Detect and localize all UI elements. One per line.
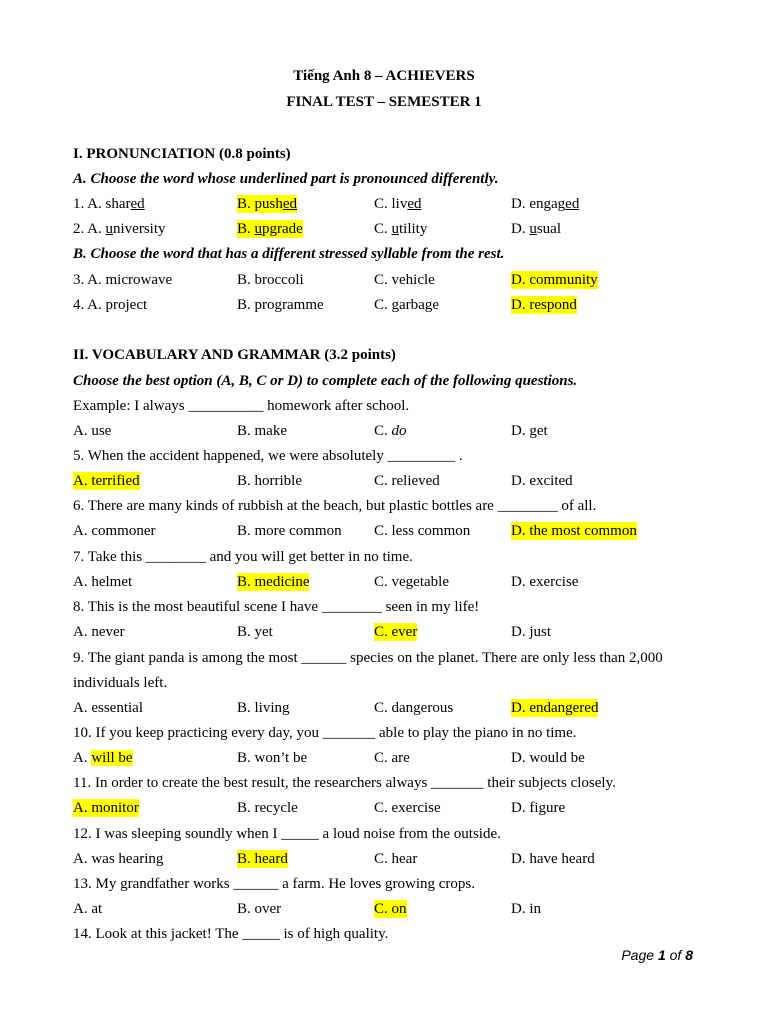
q5-option-c: C. relieved bbox=[374, 473, 440, 489]
question-8: 8. This is the most beautiful scene I have ________ seen in my life! bbox=[73, 599, 480, 615]
question-5: 5. When the accident happened, we were absolutely _________ . bbox=[73, 448, 463, 464]
q5-option-b: B. horrible bbox=[237, 473, 302, 489]
q2-option-a: 2. A. university bbox=[73, 221, 166, 237]
q4-option-c: C. garbage bbox=[374, 297, 439, 313]
q11-option-b: B. recycle bbox=[237, 800, 298, 816]
q1-option-d: D. engaged bbox=[511, 196, 580, 212]
question-3 bbox=[0, 271, 768, 289]
q3-option-a: 3. A. microwave bbox=[73, 272, 173, 288]
q6-options bbox=[0, 522, 768, 540]
page-number: 1 bbox=[657, 947, 666, 963]
q6-option-a: A. commoner bbox=[73, 523, 156, 539]
q11-options bbox=[0, 799, 768, 817]
question-2 bbox=[0, 220, 768, 238]
q1-option-c: C. lived bbox=[374, 196, 422, 212]
example-options bbox=[0, 422, 768, 440]
q13-option-a: A. at bbox=[73, 901, 103, 917]
title-line-1: Tiếng Anh 8 – ACHIEVERS bbox=[293, 68, 475, 84]
q12-option-b: B. heard bbox=[237, 851, 288, 867]
q1-option-b: B. pushed bbox=[237, 196, 298, 212]
q7-option-a: A. helmet bbox=[73, 574, 133, 590]
question-4 bbox=[0, 296, 768, 314]
example-option-b: B. make bbox=[237, 423, 287, 439]
example-option-a: A. use bbox=[73, 423, 112, 439]
q3-option-c: C. vehicle bbox=[374, 272, 435, 288]
q8-option-d: D. just bbox=[511, 624, 552, 640]
q11-option-d: D. figure bbox=[511, 800, 566, 816]
q13-option-b: B. over bbox=[237, 901, 282, 917]
section-2-instruction: Choose the best option (A, B, C or D) to complete each of the following questions. bbox=[73, 373, 578, 389]
example-question: Example: I always __________ homework after school. bbox=[73, 398, 410, 414]
q2-option-b: B. upgrade bbox=[237, 221, 303, 237]
q8-options bbox=[0, 623, 768, 641]
q9-option-d: D. endangered bbox=[511, 700, 599, 716]
page-total: 8 bbox=[685, 947, 693, 963]
part-a-instruction: A. Choose the word whose underlined part is pronounced differently. bbox=[73, 171, 499, 187]
question-10: 10. If you keep practicing every day, you _______ able to play the piano in no time. bbox=[73, 725, 577, 741]
q3-option-d: D. community bbox=[511, 272, 598, 288]
q10-option-a: A. will be bbox=[73, 750, 133, 766]
q2-option-d: D. usual bbox=[511, 221, 562, 237]
example-option-c: C. do bbox=[374, 423, 407, 439]
q10-option-d: D. would be bbox=[511, 750, 585, 766]
q6-option-d: D. the most common bbox=[511, 523, 637, 539]
q7-option-d: D. exercise bbox=[511, 574, 579, 590]
q12-option-a: A. was hearing bbox=[73, 851, 164, 867]
q13-option-c: C. on bbox=[374, 901, 407, 917]
q9-option-b: B. living bbox=[237, 700, 290, 716]
q3-option-b: B. broccoli bbox=[237, 272, 304, 288]
question-6: 6. There are many kinds of rubbish at the beach, but plastic bottles are ________ of all. bbox=[73, 498, 597, 514]
question-1 bbox=[0, 195, 768, 213]
q5-options bbox=[0, 472, 768, 490]
q1-option-a: 1. A. shared bbox=[73, 196, 145, 212]
q6-option-c: C. less common bbox=[374, 523, 471, 539]
question-12: 12. I was sleeping soundly when I _____ a loud noise from the outside. bbox=[73, 826, 501, 842]
q11-option-c: C. exercise bbox=[374, 800, 441, 816]
page-footer: Page 1 of 8 bbox=[621, 947, 693, 963]
example-option-d: D. get bbox=[511, 423, 548, 439]
q12-options bbox=[0, 850, 768, 868]
question-7: 7. Take this ________ and you will get better in no time. bbox=[73, 549, 413, 565]
q8-option-b: B. yet bbox=[237, 624, 273, 640]
q5-option-a: A. terrified bbox=[73, 473, 140, 489]
q9-option-c: C. dangerous bbox=[374, 700, 454, 716]
section-1-heading: I. PRONUNCIATION (0.8 points) bbox=[73, 146, 291, 162]
q7-options bbox=[0, 573, 768, 591]
question-13: 13. My grandfather works ______ a farm. He loves growing crops. bbox=[73, 876, 475, 892]
question-14: 14. Look at this jacket! The _____ is of high quality. bbox=[73, 926, 389, 942]
q4-option-a: 4. A. project bbox=[73, 297, 148, 313]
section-2-heading: II. VOCABULARY AND GRAMMAR (3.2 points) bbox=[73, 347, 396, 363]
q12-option-c: C. hear bbox=[374, 851, 418, 867]
q10-options bbox=[0, 749, 768, 767]
question-9-continued: individuals left. bbox=[73, 675, 168, 691]
q9-option-a: A. essential bbox=[73, 700, 143, 716]
q12-option-d: D. have heard bbox=[511, 851, 595, 867]
title-line-2: FINAL TEST – SEMESTER 1 bbox=[286, 94, 482, 110]
q13-options bbox=[0, 900, 768, 918]
q4-option-d: D. respond bbox=[511, 297, 577, 313]
part-b-instruction: B. Choose the word that has a different stressed syllable from the rest. bbox=[73, 246, 505, 262]
q7-option-b: B. medicine bbox=[237, 574, 310, 590]
question-9: 9. The giant panda is among the most ______ species on the planet. There are only less than 2,000 bbox=[73, 650, 663, 666]
q2-option-c: C. utility bbox=[374, 221, 428, 237]
q8-option-c: C. ever bbox=[374, 624, 418, 640]
q5-option-d: D. excited bbox=[511, 473, 573, 489]
q7-option-c: C. vegetable bbox=[374, 574, 449, 590]
question-11: 11. In order to create the best result, the researchers always _______ their subjects closely. bbox=[73, 775, 616, 791]
q10-option-c: C. are bbox=[374, 750, 410, 766]
q8-option-a: A. never bbox=[73, 624, 125, 640]
q13-option-d: D. in bbox=[511, 901, 541, 917]
q10-option-b: B. won’t be bbox=[237, 750, 308, 766]
q6-option-b: B. more common bbox=[237, 523, 342, 539]
q11-option-a: A. monitor bbox=[73, 800, 139, 816]
q4-option-b: B. programme bbox=[237, 297, 324, 313]
q9-options bbox=[0, 699, 768, 717]
